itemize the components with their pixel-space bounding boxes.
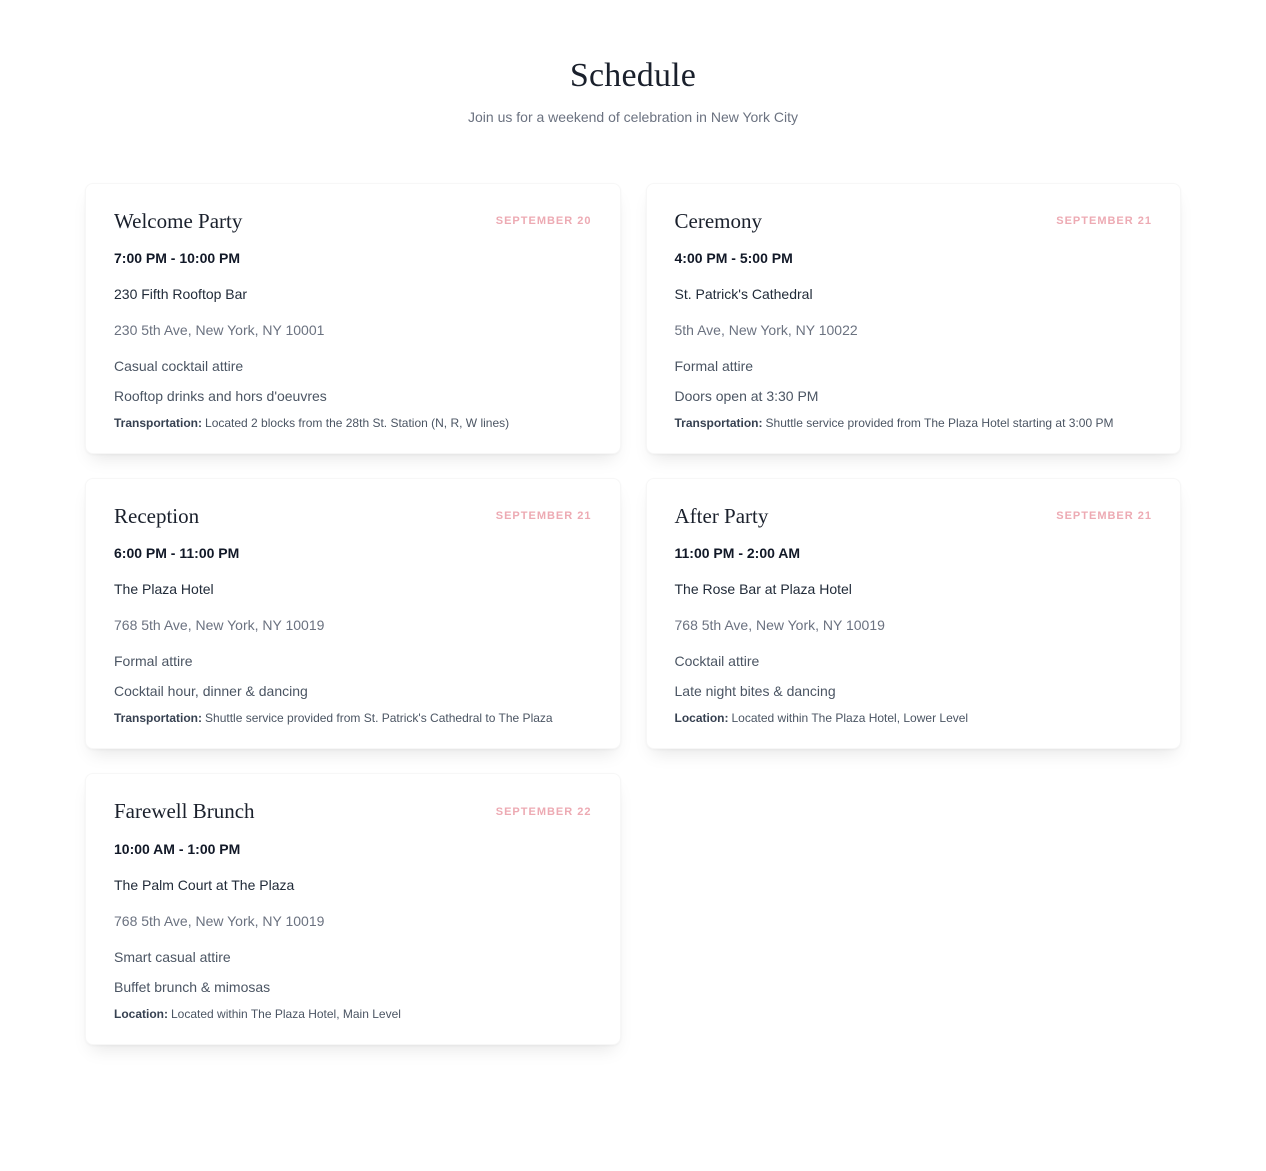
event-description: Rooftop drinks and hors d'oeuvres (114, 388, 327, 405)
event-attire: Cocktail attire (674, 653, 760, 670)
card-header (114, 797, 592, 825)
event-note-label: Location: (674, 711, 729, 726)
event-note (114, 415, 592, 431)
event-title: Ceremony (674, 208, 762, 233)
event-date-badge: SEPTEMBER 21 (495, 510, 592, 523)
event-title: Reception (114, 504, 200, 529)
event-title: Farewell Brunch (114, 799, 255, 824)
card-header (114, 207, 592, 235)
event-note-label: Transportation: (674, 416, 763, 431)
page-subtitle: Join us for a weekend of celebration in New York City (468, 108, 798, 125)
event-note (675, 415, 1153, 431)
event-address: 5th Ave, New York, NY 10022 (674, 322, 858, 339)
event-address: 768 5th Ave, New York, NY 10019 (114, 617, 325, 634)
event-date-badge: SEPTEMBER 22 (495, 805, 592, 818)
event-title: After Party (674, 504, 769, 529)
event-time: 6:00 PM - 11:00 PM (114, 545, 240, 562)
event-attire: Smart casual attire (114, 948, 231, 965)
card-header (114, 502, 592, 530)
page-header (0, 0, 1266, 127)
event-note-text: Located within The Plaza Hotel, Lower Level (731, 711, 969, 726)
event-venue: The Rose Bar at Plaza Hotel (674, 581, 852, 598)
event-time: 10:00 AM - 1:00 PM (114, 840, 241, 857)
event-note-label: Transportation: (114, 416, 203, 431)
event-title: Welcome Party (114, 208, 243, 233)
event-card-farewell-brunch (85, 773, 621, 1044)
event-note-text: Located 2 blocks from the 28th St. Station (N, R, W lines) (205, 416, 510, 431)
event-address: 768 5th Ave, New York, NY 10019 (674, 617, 885, 634)
event-description: Doors open at 3:30 PM (674, 388, 819, 405)
event-description: Buffet brunch & mimosas (114, 978, 271, 995)
event-note-label: Location: (114, 1006, 168, 1021)
event-card-after-party (646, 478, 1182, 749)
event-note-text: Shuttle service provided from St. Patrick's Cathedral to The Plaza (205, 711, 553, 726)
event-note-label: Transportation: (114, 711, 203, 726)
event-note (675, 710, 1153, 726)
event-venue: The Plaza Hotel (114, 581, 214, 598)
card-header (675, 502, 1153, 530)
event-attire: Formal attire (114, 653, 193, 670)
event-attire: Casual cocktail attire (114, 358, 244, 375)
event-address: 230 5th Ave, New York, NY 10001 (114, 322, 325, 339)
event-note-text: Located within The Plaza Hotel, Main Level (171, 1006, 401, 1021)
event-card-ceremony (646, 183, 1182, 454)
event-note (114, 710, 592, 726)
event-note (114, 1006, 592, 1022)
event-note-text: Shuttle service provided from The Plaza Hotel starting at 3:00 PM (765, 416, 1114, 431)
event-venue: St. Patrick's Cathedral (674, 286, 813, 303)
event-time: 11:00 PM - 2:00 AM (674, 545, 801, 562)
event-attire: Formal attire (674, 358, 754, 375)
page-title: Schedule (569, 57, 697, 94)
event-card-welcome-party (85, 183, 621, 454)
event-date-badge: SEPTEMBER 21 (1056, 214, 1152, 227)
event-date-badge: SEPTEMBER 20 (495, 214, 592, 227)
event-description: Cocktail hour, dinner & dancing (114, 683, 308, 700)
event-description: Late night bites & dancing (674, 683, 836, 700)
event-venue: 230 Fifth Rooftop Bar (114, 286, 248, 303)
event-venue: The Palm Court at The Plaza (114, 876, 295, 893)
events-grid (85, 183, 1181, 1045)
event-time: 7:00 PM - 10:00 PM (114, 250, 241, 267)
event-card-reception (85, 478, 621, 749)
card-header (675, 207, 1153, 235)
event-address: 768 5th Ave, New York, NY 10019 (114, 912, 325, 929)
event-time: 4:00 PM - 5:00 PM (674, 250, 793, 267)
event-date-badge: SEPTEMBER 21 (1056, 510, 1152, 523)
